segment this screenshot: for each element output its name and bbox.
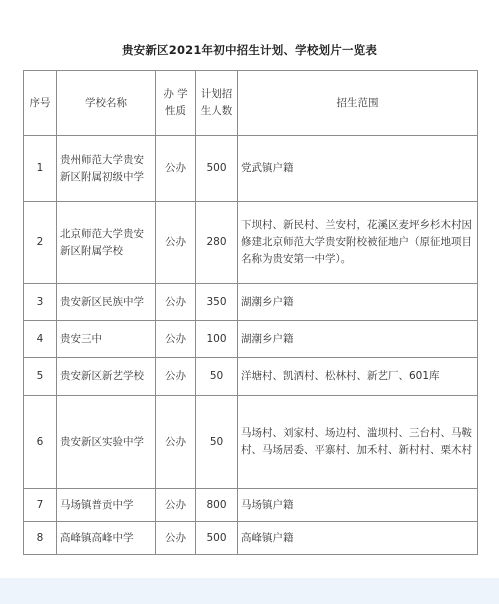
cell-index: 3 xyxy=(24,284,57,321)
header-index: 序号 xyxy=(24,71,57,136)
cell-range: 湖潮乡户籍 xyxy=(238,284,478,321)
header-type: 办 学 性质 xyxy=(156,71,196,136)
table-row xyxy=(24,321,478,358)
cell-range: 下坝村、新民村、兰安村，花溪区麦坪乡杉木村因修建北京师范大学贵安附校被征地户（原征地项目名称为贵安第一中学）。 xyxy=(238,202,478,284)
cell-plan: 500 xyxy=(196,136,238,202)
cell-index: 1 xyxy=(24,136,57,202)
cell-plan: 800 xyxy=(196,489,238,522)
cell-school: 北京师范大学贵安新区附属学校 xyxy=(57,202,156,284)
page-bottom-band xyxy=(0,578,499,604)
header-range: 招生范围 xyxy=(238,71,478,136)
cell-school: 马场镇普贡中学 xyxy=(57,489,156,522)
cell-plan: 50 xyxy=(196,358,238,396)
cell-type: 公办 xyxy=(156,321,196,358)
table-row xyxy=(24,136,478,202)
cell-school: 贵安三中 xyxy=(57,321,156,358)
cell-type: 公办 xyxy=(156,489,196,522)
cell-plan: 280 xyxy=(196,202,238,284)
table-row xyxy=(24,284,478,321)
cell-type: 公办 xyxy=(156,136,196,202)
table-header-row xyxy=(24,71,478,136)
table-row xyxy=(24,358,478,396)
cell-type: 公办 xyxy=(156,396,196,489)
cell-plan: 500 xyxy=(196,522,238,555)
cell-index: 7 xyxy=(24,489,57,522)
cell-range: 马场镇户籍 xyxy=(238,489,478,522)
table-row xyxy=(24,396,478,489)
cell-school: 贵安新区民族中学 xyxy=(57,284,156,321)
table-row xyxy=(24,489,478,522)
cell-type: 公办 xyxy=(156,284,196,321)
cell-plan: 50 xyxy=(196,396,238,489)
cell-index: 8 xyxy=(24,522,57,555)
cell-index: 2 xyxy=(24,202,57,284)
cell-school: 贵安新区实验中学 xyxy=(57,396,156,489)
cell-range: 高峰镇户籍 xyxy=(238,522,478,555)
cell-plan: 100 xyxy=(196,321,238,358)
cell-school: 高峰镇高峰中学 xyxy=(57,522,156,555)
document-title: 贵安新区2021年初中招生计划、学校划片一览表 xyxy=(121,43,378,57)
cell-range: 湖潮乡户籍 xyxy=(238,321,478,358)
cell-school: 贵安新区新艺学校 xyxy=(57,358,156,396)
cell-type: 公办 xyxy=(156,358,196,396)
cell-type: 公办 xyxy=(156,202,196,284)
cell-index: 5 xyxy=(24,358,57,396)
header-plan: 计划招 生人数 xyxy=(196,71,238,136)
table-row xyxy=(24,522,478,555)
cell-plan: 350 xyxy=(196,284,238,321)
cell-type: 公办 xyxy=(156,522,196,555)
cell-school: 贵州师范大学贵安新区附属初级中学 xyxy=(57,136,156,202)
cell-range: 洋塘村、凯洒村、松林村、新艺厂、601库 xyxy=(238,358,478,396)
cell-range: 党武镇户籍 xyxy=(238,136,478,202)
cell-range: 马场村、刘家村、场边村、滥坝村、三台村、马鞍村、马场居委、平寨村、加禾村、新村村、栗木村 xyxy=(238,396,478,489)
table-row xyxy=(24,202,478,284)
cell-index: 4 xyxy=(24,321,57,358)
cell-index: 6 xyxy=(24,396,57,489)
enrollment-plan-table xyxy=(23,70,478,555)
header-school: 学校名称 xyxy=(57,71,156,136)
